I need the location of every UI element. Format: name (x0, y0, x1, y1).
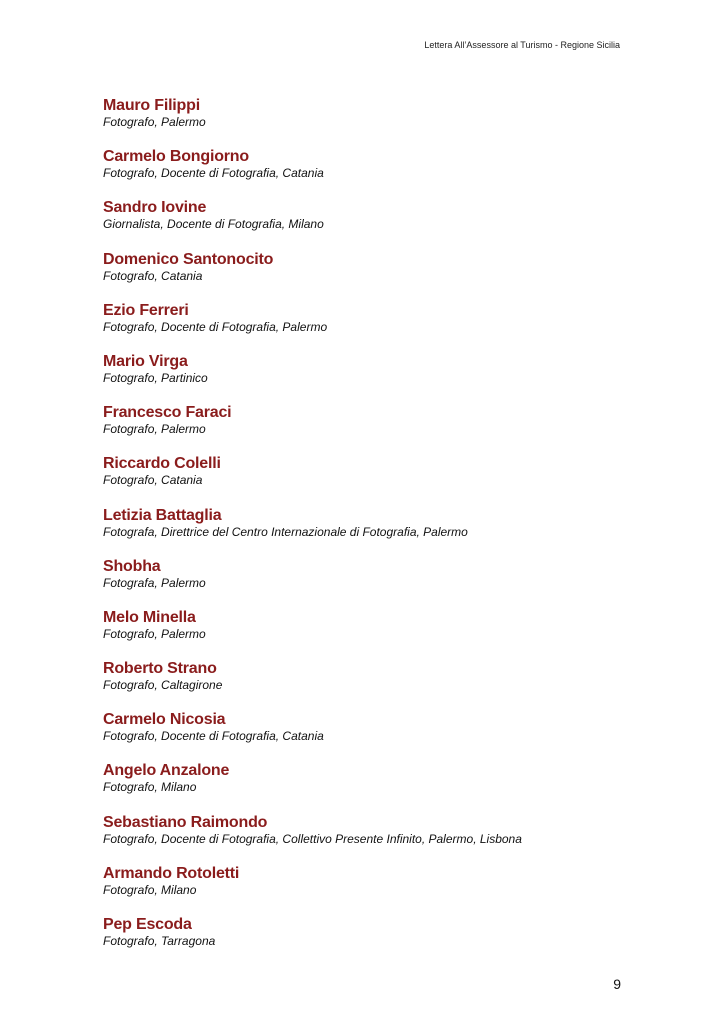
signatory-role: Fotografo, Milano (103, 882, 197, 897)
signatory-role: Fotografo, Milano (103, 780, 197, 795)
signatory-role: Fotografo, Docente di Fotografia, Catania (103, 166, 324, 181)
signatory-role: Fotografa, Palermo (103, 575, 206, 590)
signatory-name: Carmelo Nicosia (103, 711, 226, 729)
signatory-name: Ezio Ferreri (103, 301, 189, 319)
signatory-role: Fotografo, Partinico (103, 370, 208, 385)
signatory-name: Mario Virga (103, 352, 188, 370)
signatory-role: Fotografo, Catania (103, 473, 203, 488)
signatory-name: Armando Rotoletti (103, 864, 240, 882)
signatory-name: Melo Minella (103, 608, 196, 626)
signatory-name: Mauro Filippi (103, 97, 200, 114)
signatory-role: Fotografo, Docente di Fotografia, Palermo (103, 319, 328, 334)
signatories-list (103, 96, 693, 966)
list-item (103, 250, 693, 301)
list-item (103, 301, 693, 352)
list-item (103, 710, 693, 761)
list-item (103, 659, 693, 710)
list-item (103, 506, 693, 557)
signatory-name: Sebastiano Raimondo (103, 813, 268, 831)
list-item (103, 813, 693, 864)
signatory-role: Fotografa, Direttrice del Centro Internazionale di Fotografia, Palermo (103, 524, 468, 539)
list-item (103, 147, 693, 198)
signatory-name: Roberto Strano (103, 660, 217, 678)
signatory-role: Fotografo, Docente di Fotografia, Collettivo Presente Infinito, Palermo, Lisbona (103, 831, 522, 846)
running-header: Lettera All’Assessore al Turismo - Regione Sicilia (424, 40, 620, 50)
signatory-name: Shobha (103, 557, 161, 575)
list-item (103, 761, 693, 812)
signatory-name: Riccardo Colelli (103, 455, 221, 473)
list-item (103, 352, 693, 403)
list-item (103, 454, 693, 505)
signatory-role: Fotografo, Tarragona (103, 934, 216, 948)
list-item (103, 403, 693, 454)
signatory-role: Fotografo, Caltagirone (103, 678, 223, 693)
page-number: 9 (613, 976, 621, 992)
list-item (103, 96, 693, 147)
signatory-role: Fotografo, Docente di Fotografia, Catania (103, 729, 324, 744)
signatory-name: Pep Escoda (103, 916, 192, 933)
signatory-name: Angelo Anzalone (103, 762, 230, 780)
signatory-role: Fotografo, Palermo (103, 422, 206, 437)
signatory-name: Francesco Faraci (103, 404, 232, 422)
list-item (103, 198, 693, 249)
signatory-name: Sandro Iovine (103, 199, 207, 217)
signatory-name: Carmelo Bongiorno (103, 148, 249, 166)
signatory-name: Domenico Santonocito (103, 250, 274, 268)
signatory-role: Fotografo, Catania (103, 268, 203, 283)
list-item (103, 608, 693, 659)
signatory-role: Fotografo, Palermo (103, 115, 206, 129)
list-item (103, 915, 693, 966)
signatory-role: Fotografo, Palermo (103, 626, 206, 641)
signatory-name: Letizia Battaglia (103, 506, 222, 524)
signatory-role: Giornalista, Docente di Fotografia, Milano (103, 217, 324, 232)
list-item (103, 557, 693, 608)
list-item (103, 864, 693, 915)
